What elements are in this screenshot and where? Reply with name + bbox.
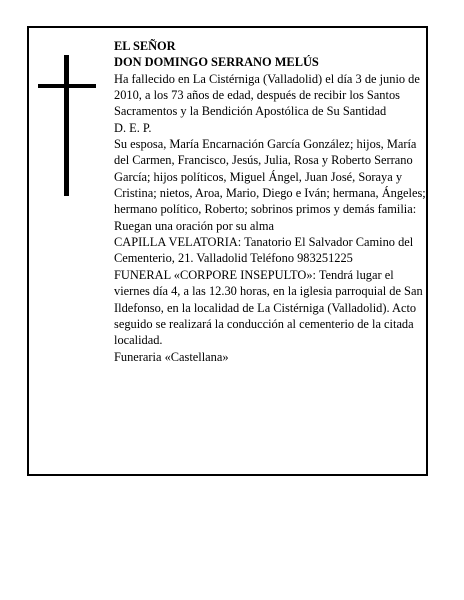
dep-abbreviation: D. E. P. bbox=[114, 120, 152, 135]
prayer-request: Ruegan una oración por su alma bbox=[114, 218, 274, 233]
funeral-home: Funeraria «Castellana» bbox=[114, 349, 229, 364]
deceased-title: EL SEÑOR bbox=[114, 39, 176, 53]
deceased-name: DON DOMINGO SERRANO MELÚS bbox=[114, 55, 319, 70]
chapel-info: CAPILLA VELATORIA: Tanatorio El Salvador Camino del Cementerio, 21. Valladolid Teléfono 983251225 bbox=[114, 235, 414, 266]
family-list: Su esposa, María Encarnación García González; hijos, María del Carmen, Francisco, Jesús, Julia, Rosa y Roberto Serrano García; hijos políticos, Miguel Ángel, Juan José, Soraya y Cristina; nietos, Aroa, Mario, Diego e Iván; hermana, Ángeles; hermano político, Roberto; sobrinos primos y demás familia: bbox=[114, 137, 426, 217]
funeral-info: FUNERAL «CORPORE INSEPULTO»: Tendrá lugar el viernes día 4, a las 12.30 horas, en la iglesia parroquial de San Ildefonso, en la localidad de La Cistérniga (Valladolid). Acto seguido se realizará la conducción al cementerio de la citada localidad. bbox=[114, 267, 423, 348]
obituary-text bbox=[114, 38, 432, 365]
cross-horizontal-bar bbox=[38, 84, 96, 88]
cross-vertical-bar bbox=[64, 55, 69, 196]
death-announcement: Ha fallecido en La Cistérniga (Valladolid) el día 3 de junio de 2010, a los 73 años de edad, después de recibir los Santos Sacramentos y la Bendición Apostólica de Su Santidad bbox=[114, 71, 420, 119]
